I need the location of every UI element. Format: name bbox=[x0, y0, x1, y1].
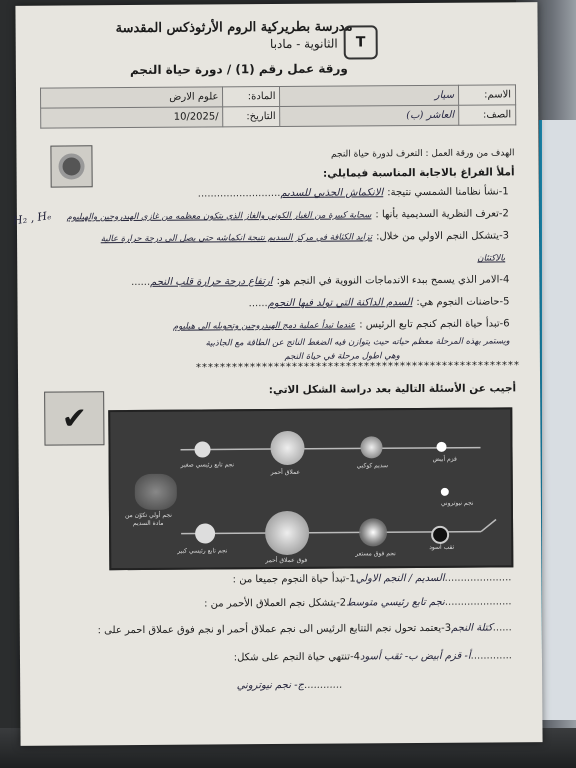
worksheet-page bbox=[12, 2, 542, 746]
section1-title: أملأ الفراغ بالاجابة المناسبة فيمايلي: bbox=[322, 166, 515, 180]
white-dwarf bbox=[436, 442, 446, 452]
class-label: الصف: bbox=[459, 105, 516, 125]
nebula-icon bbox=[135, 474, 177, 510]
class-value: العاشر (ب) bbox=[280, 105, 459, 126]
student-info-table bbox=[40, 84, 516, 128]
date-value: /10/2025 bbox=[41, 107, 224, 128]
label-nebula-matter: مادة السديم bbox=[133, 519, 164, 528]
label-protostar: نجم أولي تكوّن من bbox=[124, 511, 172, 520]
school-name: مدرسة بطريركية الروم الأرثوذكس المقدسة bbox=[115, 19, 353, 37]
label-red-supergiant: فوق عملاق أحمر bbox=[265, 556, 308, 565]
question1-5: 5-حاضنات النجوم هي:السدم الداكنة التي تولد فيها النجوم...... bbox=[248, 296, 510, 310]
question1-3: 3-يتشكل النجم الاولي من خلال:تزايد الكثافة في مركز السديم نتيجة انكماشه حتى يصل الى درجة حرارة عالية bbox=[100, 230, 510, 245]
question1-6-line3: وهي اطول مرحلة في حياة النجم bbox=[284, 351, 400, 362]
question2-2: .....................نجم تابع رئيسي متوسط2-يتشكل نجم العملاق الأحمر من : bbox=[204, 596, 512, 610]
label-red-giant: عملاق أحمر bbox=[270, 468, 301, 477]
worksheet-goal: الهدف من ورقة العمل : التعرف لدورة حياة النجم bbox=[330, 148, 515, 160]
label-large-main-sequence: نجم تابع رئيسي كبير bbox=[177, 547, 228, 555]
section2-title: أجيب عن الأسئلة التالية بعد دراسة الشكل الاتي: bbox=[268, 382, 517, 397]
name-value: سيار bbox=[280, 85, 459, 106]
solar-system-icon bbox=[50, 145, 92, 187]
name-label: الاسم: bbox=[458, 85, 515, 105]
background-book bbox=[539, 120, 576, 720]
planetary-nebula bbox=[360, 436, 382, 458]
question1-3-continued: بالاكتئان bbox=[477, 253, 506, 264]
neutron-star bbox=[441, 488, 449, 496]
school-logo-icon: T bbox=[344, 25, 378, 59]
small-main-sequence-star bbox=[194, 441, 210, 457]
subject-label: المادة: bbox=[223, 86, 280, 106]
question2-3: ......كتلة النجم3-يعتمد تحول نجم التتابع الرئيس الى نجم عملاق أحمر او نجم فوق عملاق احمر على : bbox=[97, 622, 512, 637]
separator-stars: ****************************************************** bbox=[195, 360, 520, 374]
red-giant-star bbox=[270, 431, 304, 465]
large-main-sequence-star bbox=[195, 523, 215, 543]
label-neutron-star: نجم نيوتروني bbox=[440, 499, 474, 507]
worksheet-title: ورقة عمل رقم (1) / دورة حياة النجم bbox=[129, 61, 348, 78]
question2-1: .....................السديم / النجم الاولي1-تبدأ حياة النجوم جميعا من : bbox=[232, 572, 512, 586]
label-planetary-nebula: سديم كوكبي bbox=[356, 462, 389, 470]
question1-4: 4-الامر الذي يسمح ببدء الاندماجات النووية في النجم هو:ارتفاع درجة حرارة قلب النجم...... bbox=[131, 274, 510, 289]
red-supergiant-star bbox=[265, 511, 309, 555]
subject-value: علوم الارض bbox=[40, 87, 223, 108]
question1-6: 6-تبدأ حياة النجم كنجم تابع الرئيس :عندما تبدأ عملية دمج الهيدروجين وتحويله الى هيليوم bbox=[172, 318, 510, 332]
question1-6-line2: ويستمر بهذه المرحلة معظم حياته حيث يتوازن فيه الضغط الناتج عن الطاقة مع الجاذبية bbox=[205, 336, 510, 349]
label-white-dwarf: قزم أبيض bbox=[432, 455, 457, 463]
star-lifecycle-diagram bbox=[108, 407, 513, 570]
label-supernova: نجم فوق مستعر bbox=[355, 550, 396, 558]
black-hole bbox=[431, 526, 449, 544]
question2-4-continued: ............ج- نجم نيوتروني bbox=[236, 679, 343, 692]
school-subtitle: الثانوية - مادبا bbox=[269, 36, 338, 52]
date-label: التاريخ: bbox=[223, 106, 280, 126]
question1-1: 1-نشأ نظامنا الشمسي نتيجة:الانكماش الجذبي للسديم.......................... bbox=[197, 186, 509, 200]
question1-2: 2-تعرف النظرية السديمية بأنها :سحابة كبيرة من الغبار الكوني والغاز الذي يتكون معظمه من غازي الهيدروجين والهيليوم bbox=[66, 208, 509, 223]
checkmark-icon: ✔ bbox=[44, 391, 104, 445]
label-small-main-sequence: نجم تابع رئيسي صغير bbox=[180, 461, 235, 469]
question2-4: .............أ- قزم أبيض ب- ثقب أسود4-تنتهي حياة النجم على شكل: bbox=[233, 650, 513, 664]
margin-scribble: H₂ , Hₑ bbox=[12, 208, 53, 228]
supernova-star bbox=[359, 518, 387, 546]
label-black-hole: ثقب أسود bbox=[429, 543, 455, 551]
